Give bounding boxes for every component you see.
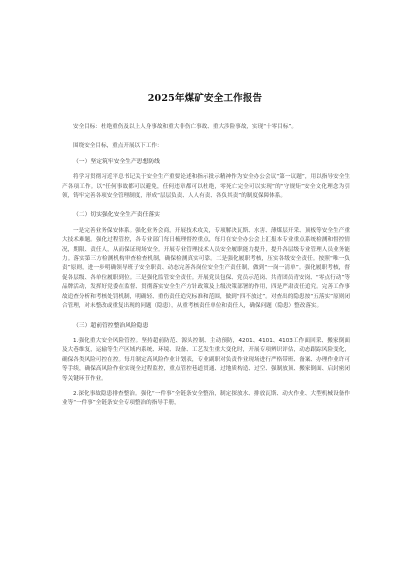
- goal-paragraph: 安全目标：杜绝重伤及以上人身事故和重大非伤亡事故、重大涉险事故，实现“十零目标”。: [73, 124, 297, 130]
- section-heading-2: （二）切实强化安全生产责任落实: [73, 212, 160, 219]
- section-heading-1: （一）坚定筑牢安全生产思想防线: [73, 158, 160, 165]
- section-heading-3: （三）超前管控整治风险隐患: [73, 322, 149, 329]
- section-3-paragraph-1: 1.强化重大安全风险管控。坚持超前防范、源头控制、主动预防，4201、4101、4103工作面回采、搬家倒面及大巷维复，运输等生产区域内系统、环境、设备、工艺发生重大变化时，开展专项辨识评估，动态跟踪风险变化，确保各类风险可控在控。每月制定高风险作业计划表，专业副职对负责作业现场进行严格带班、备案、办理作业许可等手续，确保高风险作业实现全过程监控，重点管控巷道贯通、过地质构造、过空、强制放顶、搬家倒面、启封密闭等关键环节作业。: [62, 337, 350, 382]
- intro-paragraph: 围绕安全目标，重点开展以下工作：: [73, 143, 163, 150]
- document-body: [62, 123, 350, 409]
- document-title: 2025年煤矿安全工作报告: [147, 93, 263, 104]
- section-3-paragraph-2: 2.深化事故隐患排查整治。强化“一件事”全链条安全整治，制定探放水、排放瓦斯、动火作业、大型机械设备作业等“一件事”全链条安全专项整治的指导手册，: [62, 390, 350, 407]
- section-2-paragraph: 一是完善业务保安体系。强化业务会商，开展技术攻关，专项解决瓦斯、水害、薄煤层开采、顶板等安全生产重大技术难题。强化过程管控，各专业部门每日梳理督控重点，每月在安全办公会上汇报本专业重点系统检测和督控情况，期限、责任人，从而保证现场安全。开展专业管理技术人员安全履职能力提升，提升各层级专业管理人员业务能力。落实第三方检测机构审查检查机制，确保检测真实可靠。二是强化履职考核，压实各级安全责任。按照“唯一负责”原则，进一步明确领导班子安全职责、动态完善各岗位安全生产责任制，做到“一岗一清单”。强化履职考核，督促各层级、各单位履职到位。三是强化监管安全责任。开展党员包保、党员示范岗、共青团员青安岗、“零点行动”等品牌活动，发挥好党委在监督、贯彻落实安全生产方针政策及上级决策部署的作用，四是严肃责任追究。完善工作事故追查分析和考核处罚机制，明确轻、重伤责任追究标准和范围，做到“四不放过”。对查出的隐患按“五落实”原则闭合管理，对未整改或重复出现的问题（隐患），从重考核责任单位和责任人，确保问题（隐患）整改落实。: [62, 227, 350, 310]
- section-1-paragraph: 将学习贯彻习近平总书记关于安全生产重要论述和指示批示精神作为安全办公会议“第一议题”，用以指导安全生产各项工作。以“任何事故都可以避免，任何违章都可以杜绝，零死亡完全可以实现”的“守规矩”安全文化理念为引领，铸牢完善各项安全管理制度，形成“层层负责、人人有责、各负其责”的制度保障体系。: [62, 174, 350, 200]
